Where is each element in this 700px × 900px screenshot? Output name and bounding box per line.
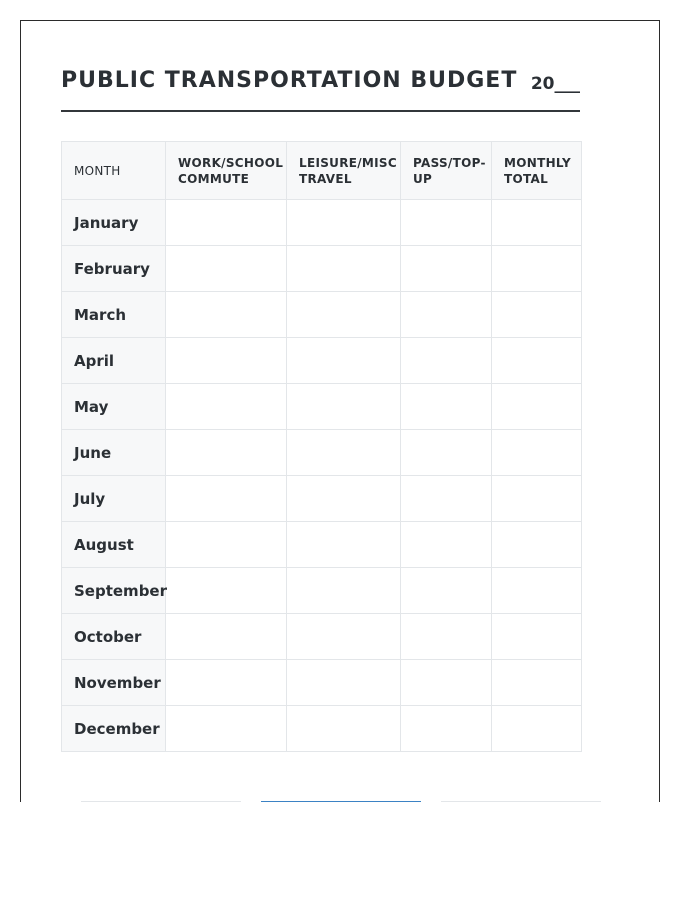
leisure-misc-travel-cell[interactable] <box>287 660 401 706</box>
work-school-commute-cell[interactable] <box>166 568 287 614</box>
work-school-commute-cell[interactable] <box>166 522 287 568</box>
table-row <box>62 522 582 568</box>
month-label: April <box>62 338 166 384</box>
leisure-misc-travel-cell[interactable] <box>287 246 401 292</box>
month-label: March <box>62 292 166 338</box>
pass-top-up-cell[interactable] <box>401 430 492 476</box>
work-school-commute-cell[interactable] <box>166 384 287 430</box>
monthly-total-cell[interactable] <box>492 430 582 476</box>
budget-table <box>61 141 582 752</box>
month-label: September <box>62 568 166 614</box>
table-row <box>62 338 582 384</box>
table-row <box>62 246 582 292</box>
table-row <box>62 568 582 614</box>
monthly-total-cell[interactable] <box>492 522 582 568</box>
month-label: January <box>62 200 166 246</box>
pass-top-up-cell[interactable] <box>401 522 492 568</box>
leisure-misc-travel-cell[interactable] <box>287 200 401 246</box>
table-row <box>62 476 582 522</box>
footer-divider-left <box>81 801 241 802</box>
column-header-monthly-total: MONTHLY TOTAL <box>492 142 582 200</box>
monthly-total-cell[interactable] <box>492 568 582 614</box>
table-row <box>62 200 582 246</box>
pass-top-up-cell[interactable] <box>401 292 492 338</box>
work-school-commute-cell[interactable] <box>166 706 287 752</box>
work-school-commute-cell[interactable] <box>166 660 287 706</box>
work-school-commute-cell[interactable] <box>166 292 287 338</box>
monthly-total-cell[interactable] <box>492 246 582 292</box>
leisure-misc-travel-cell[interactable] <box>287 384 401 430</box>
column-header-month: MONTH <box>62 142 166 200</box>
monthly-total-cell[interactable] <box>492 292 582 338</box>
work-school-commute-cell[interactable] <box>166 614 287 660</box>
work-school-commute-cell[interactable] <box>166 476 287 522</box>
monthly-total-cell[interactable] <box>492 200 582 246</box>
pass-top-up-cell[interactable] <box>401 338 492 384</box>
monthly-total-cell[interactable] <box>492 614 582 660</box>
pass-top-up-cell[interactable] <box>401 568 492 614</box>
page-title: PUBLIC TRANSPORTATION BUDGET <box>61 68 518 93</box>
year-field: 20___ <box>530 74 580 94</box>
leisure-misc-travel-cell[interactable] <box>287 430 401 476</box>
work-school-commute-cell[interactable] <box>166 338 287 384</box>
leisure-misc-travel-cell[interactable] <box>287 338 401 384</box>
work-school-commute-cell[interactable] <box>166 430 287 476</box>
pass-top-up-cell[interactable] <box>401 660 492 706</box>
month-label: December <box>62 706 166 752</box>
pass-top-up-cell[interactable] <box>401 246 492 292</box>
pass-top-up-cell[interactable] <box>401 384 492 430</box>
table-row <box>62 292 582 338</box>
footer-divider-right <box>441 801 601 802</box>
monthly-total-cell[interactable] <box>492 338 582 384</box>
leisure-misc-travel-cell[interactable] <box>287 568 401 614</box>
pass-top-up-cell[interactable] <box>401 200 492 246</box>
monthly-total-cell[interactable] <box>492 660 582 706</box>
month-label: June <box>62 430 166 476</box>
column-header-leisure-misc-travel: LEISURE/MISC TRAVEL <box>287 142 401 200</box>
table-row <box>62 614 582 660</box>
page-header <box>61 68 580 112</box>
footer-divider-center <box>261 801 421 802</box>
table-row <box>62 660 582 706</box>
leisure-misc-travel-cell[interactable] <box>287 292 401 338</box>
month-label: October <box>62 614 166 660</box>
pass-top-up-cell[interactable] <box>401 706 492 752</box>
work-school-commute-cell[interactable] <box>166 200 287 246</box>
column-header-pass-top-up: PASS/TOP-UP <box>401 142 492 200</box>
month-label: July <box>62 476 166 522</box>
pass-top-up-cell[interactable] <box>401 614 492 660</box>
table-body <box>62 200 582 752</box>
leisure-misc-travel-cell[interactable] <box>287 522 401 568</box>
table-row <box>62 430 582 476</box>
table-row <box>62 384 582 430</box>
leisure-misc-travel-cell[interactable] <box>287 476 401 522</box>
pass-top-up-cell[interactable] <box>401 476 492 522</box>
month-label: August <box>62 522 166 568</box>
month-label: November <box>62 660 166 706</box>
table-row <box>62 706 582 752</box>
table-header-row <box>62 142 582 200</box>
leisure-misc-travel-cell[interactable] <box>287 614 401 660</box>
column-header-work-school-commute: WORK/SCHOOL COMMUTE <box>166 142 287 200</box>
work-school-commute-cell[interactable] <box>166 246 287 292</box>
leisure-misc-travel-cell[interactable] <box>287 706 401 752</box>
monthly-total-cell[interactable] <box>492 476 582 522</box>
month-label: February <box>62 246 166 292</box>
monthly-total-cell[interactable] <box>492 384 582 430</box>
month-label: May <box>62 384 166 430</box>
monthly-total-cell[interactable] <box>492 706 582 752</box>
